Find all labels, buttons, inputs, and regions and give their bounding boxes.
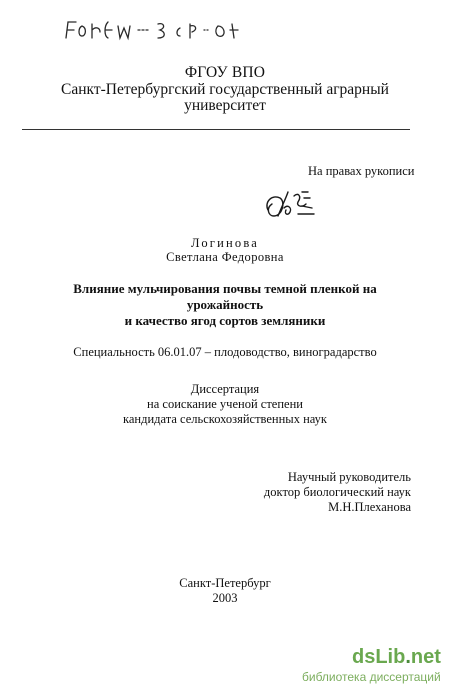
watermark-logo-tld: net xyxy=(410,646,441,668)
advisor-role: Научный руководитель xyxy=(287,470,411,484)
watermark-logo-dot: . xyxy=(405,646,411,668)
title-line-1: Влияние мульчирования почвы темной пленкой на xyxy=(73,281,377,296)
dissertation-line-1: Диссертация xyxy=(190,382,260,396)
advisor-name: М.Н.Плеханова xyxy=(328,500,411,514)
watermark-logo-main: dsLib xyxy=(352,646,406,668)
year: 2003 xyxy=(212,591,238,605)
divider-rule xyxy=(22,129,410,130)
org-line-2: Санкт-Петербургский государственный аграрный xyxy=(61,81,389,98)
place: Санкт-Петербург xyxy=(179,576,271,590)
advisor-degree: доктор биологический наук xyxy=(263,485,411,499)
org-line-3: университет xyxy=(184,97,266,114)
org-line-1: ФГОУ ВПО xyxy=(184,64,266,81)
handwritten-notation xyxy=(62,16,252,46)
rights-note: На правах рукописи xyxy=(308,164,415,178)
watermark-subtitle: библиотека диссертаций xyxy=(302,670,441,684)
dissertation-line-2: на соискание ученой степени xyxy=(147,397,303,411)
author-surname: Логинова xyxy=(190,236,260,250)
title-line-2: урожайность xyxy=(186,297,264,312)
dissertation-line-3: кандидата сельскохозяйственных наук xyxy=(122,412,328,426)
signature xyxy=(262,186,318,226)
watermark-logo xyxy=(352,646,441,669)
specialty: Специальность 06.01.07 – плодоводство, виноградарство xyxy=(73,345,377,359)
title-line-3: и качество ягод сортов земляники xyxy=(124,313,326,328)
author-given-names: Светлана Федоровна xyxy=(166,250,284,264)
